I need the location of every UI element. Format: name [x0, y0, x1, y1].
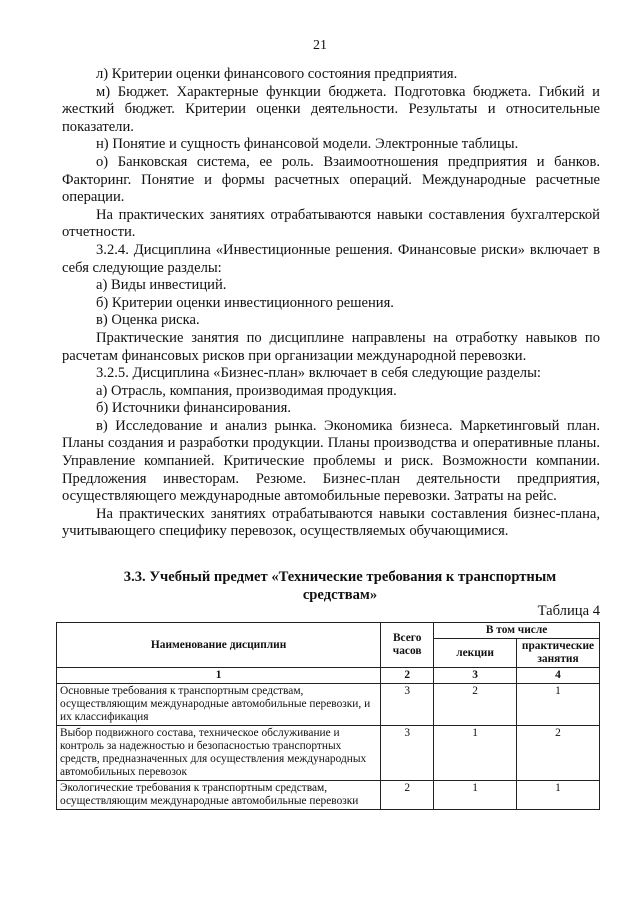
document-body — [62, 66, 600, 541]
discipline-name: Выбор подвижного состава, техническое обслуживание и контроль за надежностью и безопасностью транспортных средств, предназначенных для осуществления международных автомобильных перевозок — [57, 726, 381, 781]
column-number: 3 — [434, 668, 517, 684]
paragraph: На практических занятиях отрабатываются навыки составления бухгалтерской отчетности. — [62, 206, 600, 241]
total-hours: 3 — [381, 684, 434, 726]
discipline-name: Основные требования к транспортным средствам, осуществляющим международные автомобильные перевозки, и их классификация — [57, 684, 381, 726]
header-name: Наименование дисциплин — [57, 623, 381, 668]
paragraph: На практических занятиях отрабатываются навыки составления бизнес-плана, учитывающего специфику перевозок, осуществляемых обучающимися. — [62, 505, 600, 540]
practice-hours: 2 — [517, 726, 600, 781]
page-number: 21 — [313, 38, 327, 53]
header-total: Всего часов — [381, 623, 434, 668]
total-hours: 2 — [381, 781, 434, 810]
paragraph: б) Критерии оценки инвестиционного решения. — [96, 294, 394, 311]
header-group: В том числе — [434, 623, 600, 639]
table-label: Таблица 4 — [537, 603, 600, 619]
practice-hours: 1 — [517, 781, 600, 810]
paragraph: б) Источники финансирования. — [96, 400, 291, 417]
curriculum-table — [56, 622, 600, 810]
paragraph: о) Банковская система, ее роль. Взаимоотношения предприятия и банков. Факторинг. Понятие и формы расчетных операций. Международные расчетные операции. — [62, 153, 600, 206]
paragraph: Практические занятия по дисциплине направлены на отработку навыков по расчетам финансовых рисков при организации международной перевозки. — [62, 329, 600, 364]
table-row — [57, 726, 600, 781]
paragraph: 3.2.4. Дисциплина «Инвестиционные решения. Финансовые риски» включает в себя следующие разделы: — [62, 241, 600, 276]
table-row — [57, 684, 600, 726]
paragraph: а) Виды инвестиций. — [96, 277, 227, 294]
column-number-row — [57, 668, 600, 684]
header-lectures: лекции — [434, 639, 517, 668]
lecture-hours: 1 — [434, 726, 517, 781]
total-hours: 3 — [381, 726, 434, 781]
paragraph: н) Понятие и сущность финансовой модели. Электронные таблицы. — [96, 136, 519, 153]
practice-hours: 1 — [517, 684, 600, 726]
paragraph: л) Критерии оценки финансового состояния предприятия. — [96, 66, 458, 82]
column-number: 1 — [57, 668, 381, 684]
discipline-name: Экологические требования к транспортным средствам, осуществляющим международные автомобильные перевозки — [57, 781, 381, 810]
column-number: 4 — [517, 668, 600, 684]
header-practice: практические занятия — [517, 639, 600, 668]
lecture-hours: 1 — [434, 781, 517, 810]
table-row — [57, 781, 600, 810]
lecture-hours: 2 — [434, 684, 517, 726]
paragraph: в) Оценка риска. — [96, 312, 200, 329]
column-number: 2 — [381, 668, 434, 684]
paragraph: м) Бюджет. Характерные функции бюджета. Подготовка бюджета. Гибкий и жесткий бюджет. Критерии оценки деятельности. Результаты и относительные показатели. — [62, 83, 600, 135]
section-title: 3.3. Учебный предмет «Технические требования к транспортным средствам» — [123, 569, 557, 603]
paragraph: в) Исследование и анализ рынка. Экономика бизнеса. Маркетинговый план. Планы создания и разработки продукции. Планы производства и оперативные планы. Управление компанией. Критические проблемы и риск. Возможности компании. Предложения инвесторам. Резюме. Бизнес-план деятельности предприятия, осуществляющего международные автомобильные перевозки. Затраты на рейс. — [62, 417, 600, 505]
paragraph: 3.2.5. Дисциплина «Бизнес-план» включает в себя следующие разделы: — [96, 365, 541, 382]
paragraph: а) Отрасль, компания, производимая продукция. — [96, 382, 397, 399]
